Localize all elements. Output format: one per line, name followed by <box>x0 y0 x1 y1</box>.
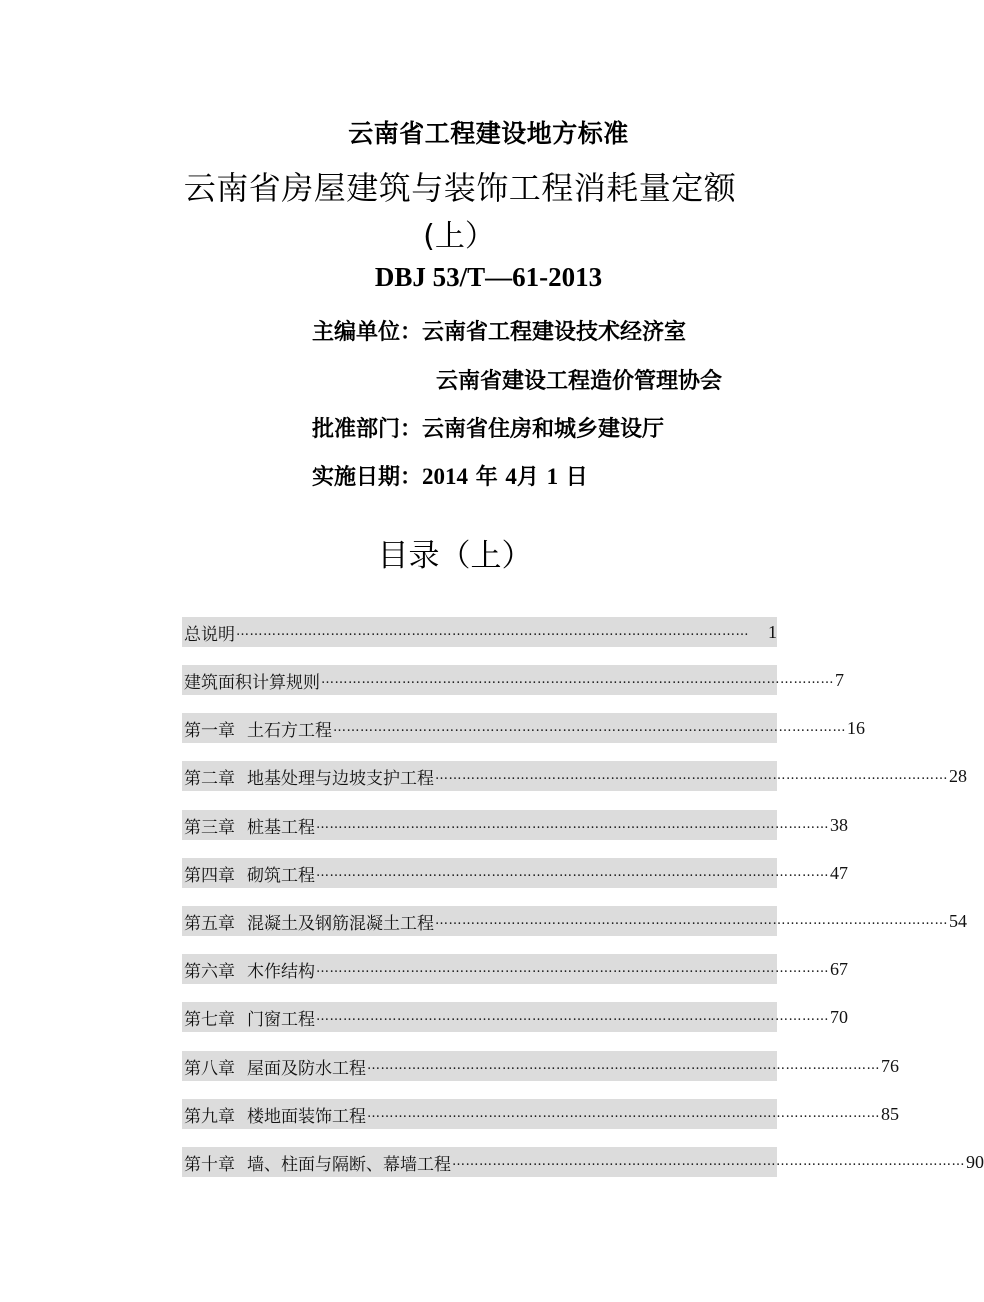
toc-entry-page: 54 <box>949 910 967 931</box>
toc-entry-page: 28 <box>949 765 967 786</box>
toc-entry-leader: …………………………………………………………………………………………………… <box>316 961 829 976</box>
toc-entry[interactable] <box>182 617 777 647</box>
date-month: 4 <box>505 464 517 489</box>
editor-secondary-line <box>436 364 722 395</box>
toc-entry[interactable] <box>182 713 865 743</box>
toc-entry-page: 90 <box>966 1151 984 1172</box>
toc-entry[interactable] <box>182 1051 899 1081</box>
toc-entry-chapter: 第十章 <box>184 1154 235 1175</box>
toc-entry-chapter: 第三章 <box>184 817 235 838</box>
editor-label: 主编单位： <box>312 320 423 345</box>
date-year-unit: 年 <box>475 465 498 490</box>
toc-entry[interactable] <box>182 810 848 840</box>
toc-entry-title: 楼地面装饰工程 <box>247 1106 366 1127</box>
main-title: 云南省房屋建筑与装饰工程消耗量定额 <box>183 169 737 207</box>
toc-entry-chapter: 第四章 <box>184 865 235 886</box>
toc-entry-leader: …………………………………………………………………………………………………… <box>316 865 829 880</box>
toc-entry-page: 67 <box>830 958 848 979</box>
toc-entry[interactable] <box>182 858 848 888</box>
toc-entry-title: 总说明 <box>184 624 235 645</box>
editor-primary: 云南省工程建设技术经济室 <box>422 320 687 345</box>
volume-label: (上） <box>423 219 495 254</box>
toc-entry-leader: …………………………………………………………………………………………………… <box>435 768 948 783</box>
toc-entry-title: 木作结构 <box>247 961 315 982</box>
toc-entry-page: 1 <box>768 621 777 642</box>
toc-entry-chapter: 第六章 <box>184 961 235 982</box>
toc-entry-chapter: 第五章 <box>184 913 235 934</box>
toc-entry-chapter: 第八章 <box>184 1058 235 1079</box>
toc-entry-leader: …………………………………………………………………………………………………… <box>236 624 749 639</box>
editor-secondary: 云南省建设工程造价管理协会 <box>436 369 723 394</box>
toc-entry[interactable] <box>182 761 967 791</box>
toc-entry-page: 7 <box>835 669 844 690</box>
toc-entry-page: 16 <box>847 717 865 738</box>
toc-entry-page: 70 <box>830 1006 848 1027</box>
toc-entry-title: 桩基工程 <box>247 817 315 838</box>
toc-entry[interactable] <box>182 1099 899 1129</box>
toc-entry-title: 墙、柱面与隔断、幕墙工程 <box>247 1154 451 1175</box>
approver-value: 云南省住房和城乡建设厅 <box>422 417 665 442</box>
date-day-unit: 日 <box>565 465 588 490</box>
toc-entry-page: 47 <box>830 862 848 883</box>
date-month-unit: 月 <box>516 465 539 490</box>
toc-entry-page: 85 <box>881 1103 899 1124</box>
date-day: 1 <box>546 464 559 489</box>
toc-entry[interactable] <box>182 1002 848 1032</box>
toc-entry-chapter: 第二章 <box>184 768 235 789</box>
toc-entry-page: 38 <box>830 814 848 835</box>
series-title: 云南省工程建设地方标准 <box>348 119 629 148</box>
toc-entry[interactable] <box>182 906 967 936</box>
toc-entry-title: 地基处理与边坡支护工程 <box>247 768 434 789</box>
toc-entry-title: 门窗工程 <box>247 1009 315 1030</box>
toc-title: 目录（上） <box>377 538 533 574</box>
toc-entry[interactable] <box>182 954 848 984</box>
toc-entry-leader: …………………………………………………………………………………………………… <box>435 913 948 928</box>
date-year: 2014 <box>422 464 469 489</box>
toc-entry-chapter: 第九章 <box>184 1106 235 1127</box>
date-line <box>312 460 588 491</box>
toc-entry-leader: …………………………………………………………………………………………………… <box>333 720 846 735</box>
toc-entry-leader: …………………………………………………………………………………………………… <box>316 1009 829 1024</box>
toc-entry-chapter: 第七章 <box>184 1009 235 1030</box>
toc-entry-leader: …………………………………………………………………………………………………… <box>367 1058 880 1073</box>
toc-entry-title: 混凝土及钢筋混凝土工程 <box>247 913 434 934</box>
toc-entry-leader: …………………………………………………………………………………………………… <box>452 1154 965 1169</box>
toc-entry-title: 屋面及防水工程 <box>247 1058 366 1079</box>
toc-entry-leader: …………………………………………………………………………………………………… <box>316 817 829 832</box>
toc-entry-title: 建筑面积计算规则 <box>184 672 320 693</box>
toc-entry-leader: …………………………………………………………………………………………………… <box>321 672 834 687</box>
toc-entry[interactable] <box>182 665 844 695</box>
approver-line <box>312 412 664 443</box>
date-label: 实施日期： <box>312 465 423 490</box>
toc-entry-title: 砌筑工程 <box>247 865 315 886</box>
toc-entry-chapter: 第一章 <box>184 720 235 741</box>
approver-label: 批准部门： <box>312 417 423 442</box>
standard-code: DBJ 53/T—61-2013 <box>374 262 603 292</box>
toc-entry-leader: …………………………………………………………………………………………………… <box>367 1106 880 1121</box>
editor-line <box>312 315 686 346</box>
toc-entry[interactable] <box>182 1147 984 1177</box>
toc-entry-title: 土石方工程 <box>247 720 332 741</box>
toc-entry-page: 76 <box>881 1055 899 1076</box>
